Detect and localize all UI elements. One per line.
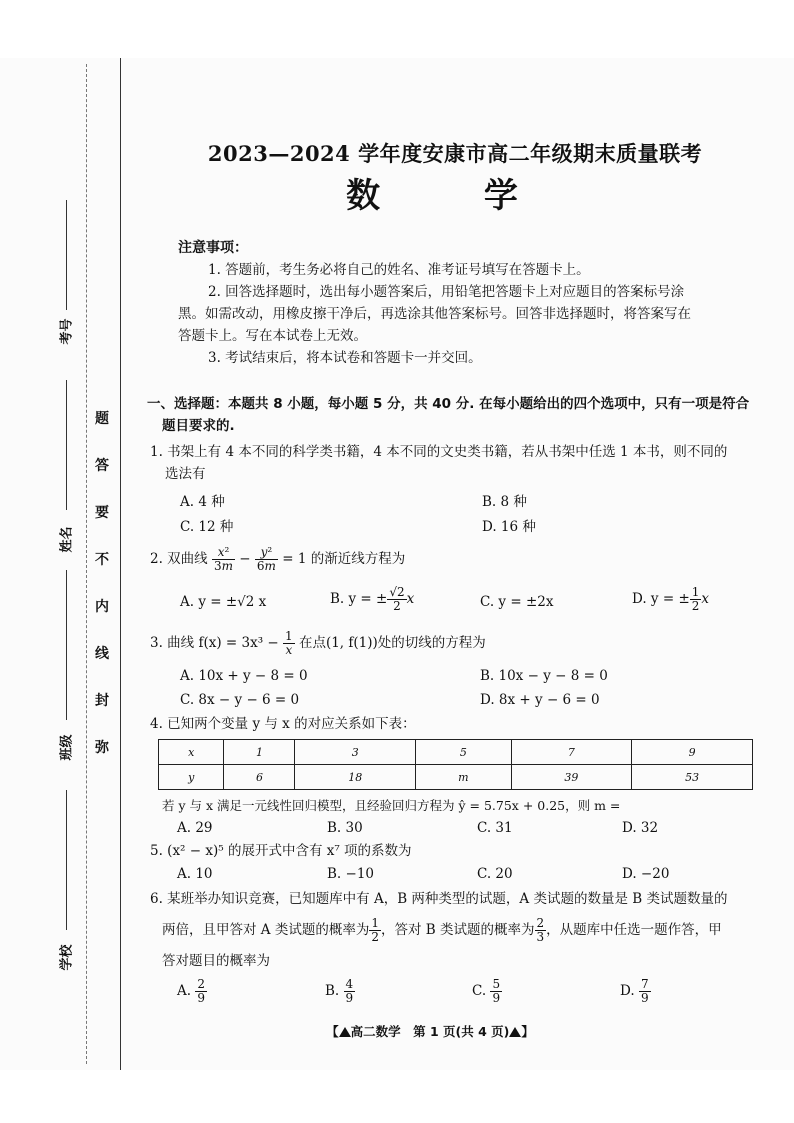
triangle-icon: [339, 1027, 351, 1037]
table-cell: 1: [224, 740, 295, 765]
table-cell: 7: [511, 740, 632, 765]
exam-no-label: 考号: [59, 318, 75, 345]
q6-line-1: 6. 某班举办知识竞赛，已知题库中有 A，B 两种类型的试题，A 类试题的数量是 B 类试题数量的: [150, 891, 728, 907]
q6-c-den: 9: [492, 991, 501, 1005]
seal-char: 要: [95, 505, 109, 521]
section-line-1: 一、选择题：本题共 8 小题，每小题 5 分，共 40 分. 在每小题给出的四个选项中，只有一项是符合: [147, 396, 750, 412]
q2-stem: 2. 双曲线 $\frac{\text{x²}}{3m}$ − $\frac{\text{y²}}{6m}$ = 1 的渐近线方程为: [150, 545, 406, 573]
binding-line: [120, 58, 121, 1070]
q2-d-num: 1: [691, 585, 700, 599]
page-footer: 【 高二数学 第 1 页(共 4 页) 】: [326, 1024, 534, 1039]
section-heading: [147, 393, 767, 437]
table-cell: 18: [295, 765, 416, 790]
q6-line2-a: 两倍，且甲答对 A 类试题的概率为: [162, 922, 370, 938]
subject-title: 数 学: [346, 176, 564, 216]
table-cell: 53: [632, 765, 753, 790]
regression-table: [158, 739, 753, 790]
table-cell: 5: [416, 740, 511, 765]
triangle-icon: [509, 1027, 521, 1037]
q6-pb-num: 2: [536, 916, 545, 930]
q6-pb-den: 3: [536, 930, 545, 944]
q6-d-den: 9: [640, 991, 649, 1005]
q2-b-num: √2: [389, 585, 405, 599]
note-line-1: 1. 答题前，考生务必将自己的姓名、准考证号填写在答题卡上。: [208, 262, 590, 278]
q4-option-d: D. 32: [622, 820, 659, 836]
notes-heading: 注意事项：: [178, 240, 248, 256]
q6-a-num: 2: [197, 977, 205, 991]
q5-option-b: B. −10: [327, 866, 374, 882]
q6-a-den: 9: [197, 991, 205, 1005]
exam-no-blank: [66, 200, 67, 310]
q6-line2-b: ，答对 B 类试题的概率为: [380, 922, 535, 938]
q6-b-den: 9: [345, 991, 354, 1005]
q3-option-b: B. 10x − y − 8 = 0: [480, 668, 608, 684]
q2-prefix: 2. 双曲线: [150, 551, 208, 567]
q4-option-b: B. 30: [327, 820, 363, 836]
q4-option-c: C. 31: [477, 820, 513, 836]
q6-pa-num: 1: [371, 916, 379, 930]
note-line-2c: 答题卡上。写在本试卷上无效。: [178, 328, 367, 344]
q1-line-1: 1. 书架上有 4 本不同的科学类书籍，4 本不同的文史类书籍，若从书架中任选 1 本书，则不同的: [150, 444, 728, 460]
q3-option-c: C. 8x − y − 6 = 0: [180, 692, 300, 708]
table-cell: 9: [632, 740, 753, 765]
note-line-2b: 黑。如需改动，用橡皮擦干净后，再选涂其他答案标号。回答非选择题时，将答案写在: [178, 306, 691, 322]
name-label: 姓名: [59, 526, 75, 553]
q2-option-d: [632, 586, 709, 613]
q2-b-den: 2: [393, 599, 401, 613]
seal-char: 封: [95, 693, 109, 709]
seal-char: 答: [95, 458, 109, 474]
q6-c-num: 5: [492, 977, 501, 991]
q6-pa-den: 2: [371, 930, 379, 944]
q2-b-var: x: [406, 591, 415, 607]
table-row: [159, 740, 753, 765]
section-line-2: 题目要求的.: [162, 418, 235, 434]
q6-line2-c: ，从题库中任选一题作答，甲: [546, 922, 722, 938]
q2-d-var: x: [701, 591, 710, 607]
q1-option-d: D. 16 种: [482, 519, 536, 535]
q3-option-a: A. 10x + y − 8 = 0: [180, 668, 308, 684]
note-line-2a: 2. 回答选择题时，选出每小题答案后，用铅笔把答题卡上对应题目的答案标号涂: [208, 284, 685, 300]
q2-suffix: 的渐近线方程为: [310, 551, 406, 567]
q2-frac-2: $\frac{\text{y²}}{6m}$: [256, 545, 276, 573]
table-cell: y: [159, 765, 224, 790]
q5-option-c: C. 20: [477, 866, 513, 882]
table-cell: x: [159, 740, 224, 765]
footer-text: 高二数学 第 1 页(共 4 页): [350, 1024, 510, 1039]
cut-line: [86, 64, 87, 1064]
school-blank: [66, 790, 67, 930]
q5-option-a: A. 10: [177, 866, 213, 882]
q2-b-prefix: B. y = ±: [330, 591, 388, 607]
q1-option-b: B. 8 种: [482, 494, 527, 510]
q4-condition: 若 y 与 x 满足一元线性回归模型，且经验回归方程为 ŷ = 5.75x + 0.25，则 m =: [162, 798, 621, 813]
seal-char: 内: [95, 599, 109, 615]
q2-d-den: 2: [691, 599, 700, 613]
table-cell: 39: [511, 765, 632, 790]
table-cell: 6: [224, 765, 295, 790]
q2-d-prefix: D. y = ±: [632, 591, 690, 607]
table-row: [159, 765, 753, 790]
q6-option-b: B. $\frac{4}{9}$: [325, 977, 354, 1005]
q5-option-d: D. −20: [622, 866, 670, 882]
seal-char: 不: [95, 552, 109, 568]
q3-frac: $\frac{1}{x}$: [285, 629, 293, 657]
q3-suffix: 在点(1, f(1))处的切线的方程为: [294, 635, 486, 651]
class-blank: [66, 570, 67, 720]
q4-stem: 4. 已知两个变量 y 与 x 的对应关系如下表：: [150, 716, 416, 732]
q6-b-num: 4: [345, 977, 354, 991]
q1-option-a: A. 4 种: [180, 494, 225, 510]
q5-stem: 5. (x² − x)⁵ 的展开式中含有 x⁷ 项的系数为: [150, 843, 412, 859]
exam-title: 2023—2024 学年度安康市高二年级期末质量联考: [207, 141, 703, 166]
q6-option-d: D. $\frac{7}{9}$: [620, 977, 649, 1005]
seal-char: 线: [95, 646, 109, 662]
table-cell: m: [416, 765, 511, 790]
q6-line-2: [162, 915, 722, 945]
q3-stem: [150, 628, 486, 658]
q6-option-c: C. $\frac{5}{9}$: [472, 977, 501, 1005]
q2-option-b: [330, 586, 414, 613]
q1-option-c: C. 12 种: [180, 519, 234, 535]
q3-prefix: 3. 曲线 f(x) = 3x³ −: [150, 635, 284, 651]
q2-option-c: C. y = ±2x: [480, 594, 554, 610]
q1-line-2: 选法有: [165, 466, 206, 482]
school-label: 学校: [59, 944, 75, 971]
note-line-3: 3. 考试结束后，将本试卷和答题卡一并交回。: [208, 350, 482, 366]
seal-char: 弥: [95, 740, 109, 756]
q6-line-3: 答对题目的概率为: [162, 953, 270, 969]
q2-frac-1: $\frac{\text{x²}}{3m}$: [213, 545, 233, 573]
q2-option-a: A. y = ±√2 x: [180, 594, 267, 610]
seal-char: 题: [95, 411, 109, 427]
q6-d-num: 7: [640, 977, 649, 991]
name-blank: [66, 380, 67, 510]
table-cell: 3: [295, 740, 416, 765]
q3-option-d: D. 8x + y − 6 = 0: [480, 692, 600, 708]
q4-option-a: A. 29: [177, 820, 213, 836]
class-label: 班级: [59, 734, 75, 761]
q6-option-a: A. $\frac{2}{9}$: [177, 977, 205, 1005]
